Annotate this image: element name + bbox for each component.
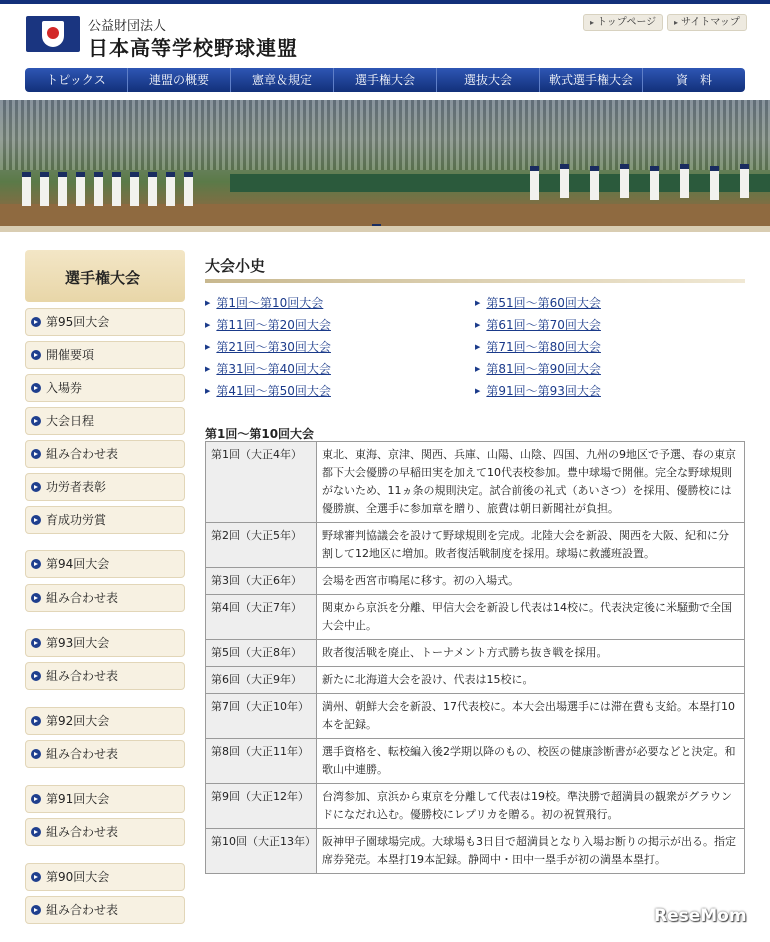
history-link-label: 第81回〜第90回大会 bbox=[486, 362, 601, 376]
player-figure bbox=[76, 172, 85, 206]
arrow-bullet-icon bbox=[31, 482, 41, 492]
era-cell: 第4回（大正7年） bbox=[206, 595, 317, 640]
table-row bbox=[206, 595, 745, 640]
sidebar-heading bbox=[25, 250, 185, 302]
era-cell: 第8回（大正11年） bbox=[206, 739, 317, 784]
era-cell: 第5回（大正8年） bbox=[206, 640, 317, 667]
sitemap-link[interactable] bbox=[667, 14, 747, 31]
table-row bbox=[206, 568, 745, 595]
arrow-right-icon: ▸ bbox=[674, 18, 679, 27]
watermark-logo: ReseMom bbox=[654, 906, 747, 926]
arrow-bullet-icon bbox=[31, 749, 41, 759]
sidebar-item-guidelines[interactable] bbox=[25, 341, 185, 369]
history-link[interactable] bbox=[205, 382, 331, 399]
triangle-right-icon: ▶ bbox=[205, 365, 211, 373]
nav-invitational[interactable]: 選抜大会 bbox=[437, 68, 540, 92]
description-cell: 阪神甲子園球場完成。大球場も3日目で超満員となり入場お断りの掲示が出る。指定席券発売。本塁打19本記録。静岡中・田中一塁手が初の満塁本塁打。 bbox=[317, 829, 745, 874]
sidebar-item-94th[interactable] bbox=[25, 550, 185, 578]
era-cell: 第9回（大正12年） bbox=[206, 784, 317, 829]
shield-icon bbox=[42, 21, 64, 47]
era-cell: 第6回（大正9年） bbox=[206, 667, 317, 694]
history-link[interactable] bbox=[205, 294, 323, 311]
history-link[interactable] bbox=[475, 360, 601, 377]
description-cell: 会場を西宮市鳴尾に移す。初の入場式。 bbox=[317, 568, 745, 595]
history-link[interactable] bbox=[475, 382, 601, 399]
nav-charter[interactable]: 憲章＆規定 bbox=[231, 68, 334, 92]
era-cell: 第7回（大正10年） bbox=[206, 694, 317, 739]
history-link-label: 第51回〜第60回大会 bbox=[486, 296, 601, 310]
sidebar-item-93rd[interactable] bbox=[25, 629, 185, 657]
history-table bbox=[205, 441, 745, 874]
arrow-bullet-icon bbox=[31, 638, 41, 648]
description-cell: 東北、東海、京津、関西、兵庫、山陽、山陰、四国、九州の9地区で予選、春の東京都下大会優勝の早稲田実を加えて10代表校参加。豊中球場で開催。完全な野球規則がないため、11ヵ条の規則決定。試合前後の礼式（あいさつ）を採用、優勝校には優勝旗、全選手に参加章を贈り、旅費は朝日新聞社が負担。 bbox=[317, 442, 745, 523]
history-link[interactable] bbox=[205, 338, 331, 355]
triangle-right-icon: ▶ bbox=[475, 299, 481, 307]
arrow-bullet-icon bbox=[31, 515, 41, 525]
sidebar-item-label: 第94回大会 bbox=[46, 557, 110, 571]
player-figure bbox=[112, 172, 121, 206]
sidebar-item-label: 組み合わせ表 bbox=[46, 825, 119, 839]
description-cell: 野球審判協議会を設けて野球規則を完成。北陸大会を新設、関西を大阪、紀和に分割して12地区に増加。敗者復活戦制度を採用。球場に救護班設置。 bbox=[317, 523, 745, 568]
arrow-bullet-icon bbox=[31, 671, 41, 681]
history-link[interactable] bbox=[475, 338, 601, 355]
arrow-bullet-icon bbox=[31, 716, 41, 726]
sidebar-heading-label: 選手権大会 bbox=[65, 269, 141, 287]
triangle-right-icon: ▶ bbox=[475, 321, 481, 329]
sidebar-item-90th[interactable] bbox=[25, 863, 185, 891]
org-name[interactable]: 日本高等学校野球連盟 bbox=[88, 36, 298, 60]
description-cell: 台湾参加、京浜から東京を分離して代表は19校。準決勝で超満員の観衆がグラウンドになだれ込む。優勝校にレプリカを贈る。初の祝賀飛行。 bbox=[317, 784, 745, 829]
sidebar-item-91st-bracket[interactable] bbox=[25, 818, 185, 846]
top-page-link[interactable] bbox=[583, 14, 663, 31]
description-cell: 敗者復活戦を廃止、トーナメント方式勝ち抜き戦を採用。 bbox=[317, 640, 745, 667]
history-link-label: 第21回〜第30回大会 bbox=[216, 340, 331, 354]
sidebar-item-label: 第93回大会 bbox=[46, 636, 110, 650]
table-row bbox=[206, 739, 745, 784]
history-link-label: 第91回〜第93回大会 bbox=[486, 384, 601, 398]
era-cell: 第10回（大正13年） bbox=[206, 829, 317, 874]
triangle-right-icon: ▶ bbox=[205, 321, 211, 329]
history-link[interactable] bbox=[475, 294, 601, 311]
history-link-label: 第31回〜第40回大会 bbox=[216, 362, 331, 376]
triangle-right-icon: ▶ bbox=[475, 343, 481, 351]
title-underline bbox=[205, 279, 745, 283]
sidebar-item-label: 大会日程 bbox=[46, 414, 95, 428]
sidebar-item-label: 組み合わせ表 bbox=[46, 447, 119, 461]
history-link-label: 第71回〜第80回大会 bbox=[486, 340, 601, 354]
arrow-bullet-icon bbox=[31, 449, 41, 459]
outfield-wall bbox=[230, 174, 770, 192]
sidebar-item-94th-bracket[interactable] bbox=[25, 584, 185, 612]
player-figure bbox=[740, 164, 749, 198]
player-figure bbox=[58, 172, 67, 206]
arrow-bullet-icon bbox=[31, 383, 41, 393]
sidebar-item-91st[interactable] bbox=[25, 785, 185, 813]
sidebar-item-bracket[interactable] bbox=[25, 440, 185, 468]
table-row bbox=[206, 442, 745, 523]
sidebar-item-label: 組み合わせ表 bbox=[46, 669, 119, 683]
triangle-right-icon: ▶ bbox=[475, 365, 481, 373]
description-cell: 選手資格を、転校編入後2学期以降のもの、校医の健康診断書が必要などと決定。和歌山中連勝。 bbox=[317, 739, 745, 784]
player-figure bbox=[166, 172, 175, 206]
era-cell: 第3回（大正6年） bbox=[206, 568, 317, 595]
era-cell: 第2回（大正5年） bbox=[206, 523, 317, 568]
history-link-label: 第1回〜第10回大会 bbox=[216, 296, 324, 310]
description-cell: 新たに北海道大会を設け、代表は15校に。 bbox=[317, 667, 745, 694]
sidebar-item-93rd-bracket[interactable] bbox=[25, 662, 185, 690]
sidebar-item-label: 第95回大会 bbox=[46, 315, 110, 329]
sidebar-item-merit-awards[interactable] bbox=[25, 473, 185, 501]
arrow-bullet-icon bbox=[31, 350, 41, 360]
nav-overview[interactable]: 連盟の概要 bbox=[128, 68, 231, 92]
nav-topics[interactable]: トピックス bbox=[25, 68, 128, 92]
global-nav bbox=[25, 68, 745, 92]
top-page-label: トップページ bbox=[597, 17, 657, 28]
arrow-bullet-icon bbox=[31, 593, 41, 603]
top-rule bbox=[0, 0, 770, 4]
player-figure bbox=[94, 172, 103, 206]
banner-edge bbox=[0, 226, 770, 232]
history-link-label: 第41回〜第50回大会 bbox=[216, 384, 331, 398]
sidebar-item-label: 組み合わせ表 bbox=[46, 591, 119, 605]
table-row bbox=[206, 694, 745, 739]
page-title: 大会小史 bbox=[205, 257, 266, 275]
arrow-bullet-icon bbox=[31, 827, 41, 837]
history-link[interactable] bbox=[475, 316, 601, 333]
arrow-bullet-icon bbox=[31, 559, 41, 569]
sitemap-label: サイトマップ bbox=[681, 17, 740, 28]
arrow-bullet-icon bbox=[31, 872, 41, 882]
org-type: 公益財団法人 bbox=[88, 19, 167, 34]
sidebar-item-label: 組み合わせ表 bbox=[46, 747, 119, 761]
sidebar-item-label: 第91回大会 bbox=[46, 792, 110, 806]
description-cell: 満州、朝鮮大会を新設、17代表校に。本大会出場選手には滞在費も支給。本塁打10本を記録。 bbox=[317, 694, 745, 739]
triangle-right-icon: ▶ bbox=[475, 387, 481, 395]
triangle-right-icon: ▶ bbox=[205, 387, 211, 395]
arrow-bullet-icon bbox=[31, 317, 41, 327]
sidebar-item-label: 功労者表彰 bbox=[46, 480, 107, 494]
sidebar-item-schedule[interactable] bbox=[25, 407, 185, 435]
player-figure bbox=[590, 166, 599, 200]
player-figure bbox=[650, 166, 659, 200]
table-row bbox=[206, 829, 745, 874]
player-figure bbox=[530, 166, 539, 200]
history-link[interactable] bbox=[205, 316, 331, 333]
arrow-bullet-icon bbox=[31, 794, 41, 804]
sidebar-item-label: 第90回大会 bbox=[46, 870, 110, 884]
sidebar-item-development-awards[interactable] bbox=[25, 506, 185, 534]
stadium-banner-image bbox=[0, 100, 770, 232]
sidebar-item-95th[interactable] bbox=[25, 308, 185, 336]
sidebar-item-label: 第92回大会 bbox=[46, 714, 110, 728]
table-row bbox=[206, 784, 745, 829]
stands-crowd bbox=[0, 100, 770, 170]
player-figure bbox=[560, 164, 569, 198]
history-link-label: 第61回〜第70回大会 bbox=[486, 318, 601, 332]
player-figure bbox=[130, 172, 139, 206]
player-figure bbox=[620, 164, 629, 198]
federation-logo[interactable] bbox=[26, 16, 80, 52]
sidebar-item-92nd-bracket[interactable] bbox=[25, 740, 185, 768]
table-row bbox=[206, 640, 745, 667]
sidebar-item-label: 開催要項 bbox=[46, 348, 95, 362]
section-title: 第1回〜第10回大会 bbox=[205, 427, 315, 441]
player-figure bbox=[40, 172, 49, 206]
table-row bbox=[206, 523, 745, 568]
nav-softball-championship[interactable]: 軟式選手権大会 bbox=[540, 68, 643, 92]
arrow-right-icon: ▸ bbox=[590, 18, 595, 27]
player-figure bbox=[184, 172, 193, 206]
player-figure bbox=[680, 164, 689, 198]
player-figure bbox=[148, 172, 157, 206]
table-row bbox=[206, 667, 745, 694]
sidebar-item-92nd[interactable] bbox=[25, 707, 185, 735]
description-cell: 関東から京浜を分離、甲信大会を新設し代表は14校に。代表決定後に米騒動で全国大会中止。 bbox=[317, 595, 745, 640]
sidebar-item-tickets[interactable] bbox=[25, 374, 185, 402]
era-cell: 第1回（大正4年） bbox=[206, 442, 317, 523]
sidebar-item-label: 組み合わせ表 bbox=[46, 903, 119, 917]
nav-championship[interactable]: 選手権大会 bbox=[334, 68, 437, 92]
history-link-label: 第11回〜第20回大会 bbox=[216, 318, 331, 332]
sidebar-item-90th-bracket[interactable] bbox=[25, 896, 185, 924]
arrow-bullet-icon bbox=[31, 416, 41, 426]
history-link[interactable] bbox=[205, 360, 331, 377]
arrow-bullet-icon bbox=[31, 905, 41, 915]
player-figure bbox=[22, 172, 31, 206]
triangle-right-icon: ▶ bbox=[205, 343, 211, 351]
sidebar-item-label: 入場券 bbox=[46, 381, 83, 395]
sidebar-item-label: 育成功労賞 bbox=[46, 513, 107, 527]
nav-materials[interactable]: 資 料 bbox=[675, 73, 712, 87]
triangle-right-icon: ▶ bbox=[205, 299, 211, 307]
player-figure bbox=[710, 166, 719, 200]
